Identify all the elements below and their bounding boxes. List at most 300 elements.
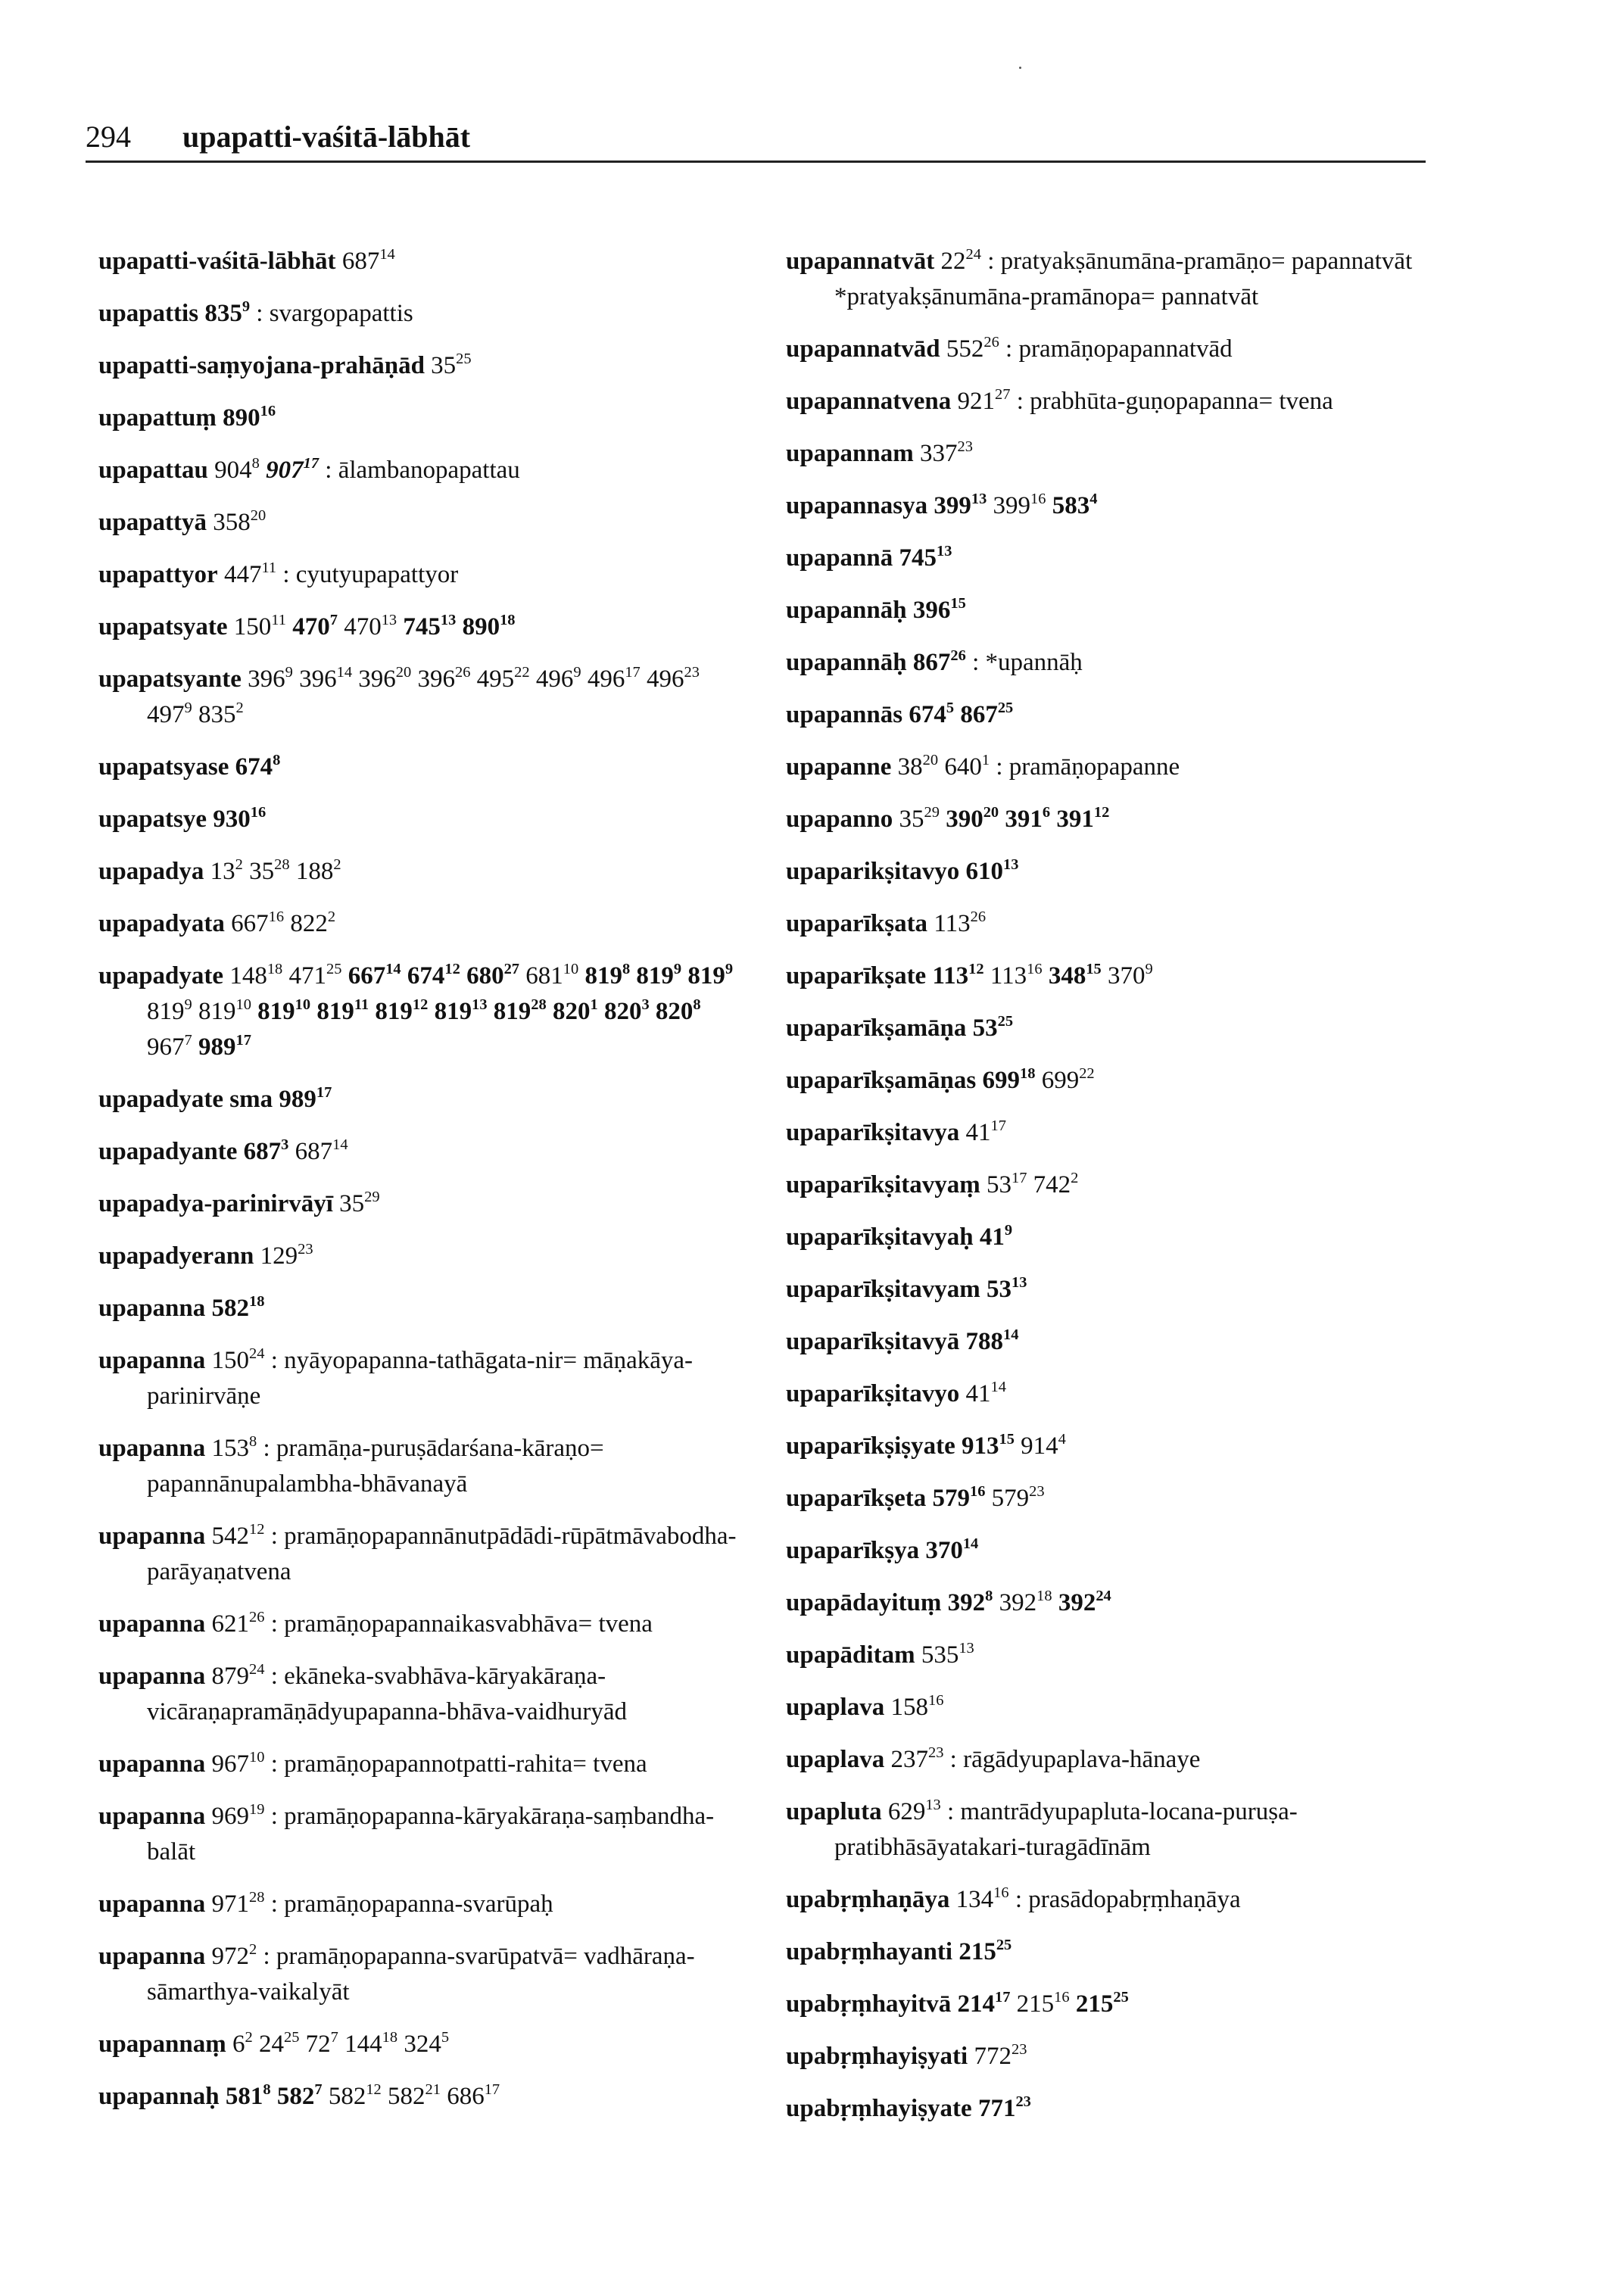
- line-number: 2: [333, 856, 341, 873]
- line-number: 14: [385, 960, 401, 977]
- line-number: 16: [268, 908, 285, 925]
- line-number: 28: [274, 856, 290, 873]
- page-reference: $447^{11}$: [223, 559, 277, 588]
- line-number: 17: [1011, 1169, 1027, 1186]
- page-reference: $640^1$: [944, 751, 990, 781]
- page-reference: $687^3$: [243, 1136, 289, 1165]
- headword: upaparīkṣamāṇas: [786, 1067, 977, 1094]
- page-reference: $681^{10}$: [525, 960, 579, 990]
- scan-speck: [1019, 67, 1021, 69]
- page-reference: $621^{26}$: [211, 1608, 265, 1638]
- line-number: 13: [1011, 1273, 1027, 1291]
- line-number: 23: [927, 1744, 944, 1761]
- index-entry: [98, 1082, 750, 1117]
- headword: upapannāḥ: [786, 649, 907, 676]
- line-number: 3: [641, 996, 650, 1013]
- headword: upabṛṃhayiṣyate: [786, 2095, 972, 2122]
- line-number: 8: [985, 1587, 993, 1604]
- line-number: 23: [298, 1240, 313, 1258]
- line-number: 23: [1029, 1482, 1045, 1500]
- gloss: : pramāṇopapanne: [996, 753, 1180, 781]
- index-entry: [786, 1690, 1437, 1725]
- line-number: 8: [622, 960, 631, 977]
- page-reference: $129^{23}$: [260, 1240, 313, 1270]
- headword: upapadya: [98, 858, 204, 885]
- page-reference: $53^{25}$: [972, 1012, 1014, 1042]
- index-entry: [98, 609, 750, 645]
- line-number: 12: [366, 2080, 382, 2098]
- headword: upaparīkṣitavyo: [786, 1380, 960, 1407]
- page-reference: $470^7$: [292, 611, 338, 641]
- line-number: 28: [249, 1888, 265, 1906]
- headword: upapanna: [98, 1435, 206, 1462]
- index-entry: [786, 1376, 1437, 1412]
- page-reference: $370^9$: [1108, 960, 1153, 990]
- page-reference: $495^{22}$: [476, 663, 530, 693]
- line-number: 7: [314, 2080, 323, 2098]
- page-reference: $348^{15}$: [1048, 960, 1102, 990]
- index-entry: [786, 958, 1437, 994]
- headword: upapadyata: [98, 910, 225, 937]
- line-number: 20: [922, 751, 939, 768]
- line-number: 15: [999, 1430, 1015, 1448]
- headword: upaparīkṣitavya: [786, 1119, 960, 1146]
- page-header: [86, 114, 1426, 161]
- index-entry: [98, 557, 750, 593]
- line-number: 6: [1042, 803, 1051, 821]
- page-reference: $113^{16}$: [990, 960, 1043, 990]
- headword: upapadyerann: [98, 1242, 254, 1270]
- page-reference: $134^{16}$: [955, 1884, 1009, 1913]
- page-reference: $582^{21}$: [388, 2080, 441, 2110]
- page-reference: $610^{13}$: [965, 856, 1019, 885]
- page-reference: $819^9$: [687, 960, 734, 990]
- line-number: 18: [249, 1292, 265, 1310]
- line-number: 13: [381, 611, 397, 628]
- line-number: 13: [440, 611, 457, 628]
- line-number: 16: [969, 1482, 986, 1500]
- gloss: : pramāṇopapanna-svarūpaḥ: [270, 1890, 553, 1918]
- page-reference: $35^{28}$: [249, 856, 290, 885]
- line-number: 14: [990, 1378, 1006, 1395]
- page-reference: $41^{17}$: [965, 1117, 1006, 1146]
- gloss: : ālambanopapattau: [325, 457, 520, 484]
- headword: upaparīkṣya: [786, 1537, 920, 1564]
- index-entry: [786, 854, 1437, 890]
- line-number: 2: [1071, 1169, 1079, 1186]
- page-reference: $358^{20}$: [213, 506, 267, 536]
- index-entry: [786, 541, 1437, 576]
- page-reference: $496^{17}$: [587, 663, 641, 693]
- line-number: 11: [354, 996, 369, 1013]
- headword: upabṛṃhayiṣyati: [786, 2043, 968, 2070]
- line-number: 12: [968, 960, 984, 977]
- index-entry: [786, 1987, 1437, 2022]
- index-entry: [786, 1638, 1437, 1673]
- page-reference: $370^{14}$: [925, 1535, 979, 1564]
- index-entry: [98, 662, 750, 733]
- line-number: 18: [382, 2028, 398, 2046]
- headword: upapatsyante: [98, 665, 242, 693]
- line-number: 4: [1089, 490, 1098, 507]
- headword: upapanna: [98, 1295, 206, 1322]
- headword: upapatti-saṃyojana-prahāṇād: [98, 352, 425, 379]
- index-entry: [98, 1799, 750, 1870]
- line-number: 9: [285, 663, 293, 681]
- line-number: 8: [273, 751, 281, 768]
- headword: upaparīkṣiṣyate: [786, 1432, 955, 1460]
- index-entry: [98, 906, 750, 942]
- gloss: : *upannāḥ: [972, 649, 1083, 676]
- line-number: 11: [271, 611, 286, 628]
- line-number: 27: [503, 960, 519, 977]
- page-reference: $913^{15}$: [961, 1430, 1015, 1460]
- page-reference: $113^{26}$: [934, 908, 987, 937]
- line-number: 12: [444, 960, 460, 977]
- line-number: 16: [927, 1691, 944, 1709]
- line-number: 12: [249, 1520, 265, 1538]
- page-reference: $35^{29}$: [339, 1188, 380, 1217]
- line-number: 15: [1086, 960, 1102, 977]
- page-reference: $579^{16}$: [932, 1482, 986, 1512]
- page-reference: $967^7$: [147, 1031, 192, 1061]
- headword: upaparīkṣata: [786, 910, 928, 937]
- page-reference: $215^{16}$: [1016, 1988, 1070, 2018]
- page-reference: $188^2$: [295, 856, 341, 885]
- headword: upapattau: [98, 457, 208, 484]
- gloss: : rāgādyupaplava-hānaye: [949, 1746, 1201, 1773]
- headword: upapanno: [786, 806, 893, 833]
- line-number: 3: [281, 1136, 289, 1153]
- page-reference: $819^9$: [147, 996, 192, 1025]
- page-reference: $144^{18}$: [344, 2028, 398, 2058]
- index-entry: [98, 750, 750, 785]
- page-reference: $72^7$: [305, 2028, 338, 2058]
- gloss: : mantrādyupapluta-locana-puruṣa-pratibhāsāyatakari-turagādīnām: [834, 1798, 1298, 1861]
- page-reference: $742^2$: [1033, 1169, 1079, 1198]
- index-entry: [786, 1272, 1437, 1308]
- index-entry: [786, 593, 1437, 628]
- line-number: 5: [946, 699, 955, 716]
- line-number: 29: [924, 803, 940, 821]
- page-reference: $582^{18}$: [211, 1292, 265, 1322]
- line-number: 26: [249, 1608, 265, 1625]
- headword: upaparīkṣate: [786, 962, 927, 990]
- index-entry: [786, 645, 1437, 681]
- page-reference: $581^8$: [225, 2080, 271, 2110]
- index-entry: [786, 802, 1437, 837]
- page-reference: $680^{27}$: [466, 960, 519, 990]
- index-entry: [786, 436, 1437, 472]
- index-entry: [786, 1533, 1437, 1569]
- line-number: 8: [693, 996, 701, 1013]
- gloss: : pratyakṣānumāna-pramāṇo= papannatvāt *pratyakṣānumāna-pramānopa= pannatvāt: [834, 248, 1413, 310]
- page-reference: $396^9$: [248, 663, 293, 693]
- line-number: 11: [261, 559, 277, 576]
- page-reference: $324^5$: [404, 2028, 450, 2058]
- line-number: 17: [994, 1988, 1011, 2006]
- line-number: 23: [957, 438, 973, 455]
- line-number: 25: [997, 699, 1014, 716]
- page-reference: $921^{27}$: [957, 385, 1011, 415]
- index-entry: [786, 1324, 1437, 1360]
- page-reference: $930^{16}$: [213, 803, 267, 833]
- line-number: 1: [981, 751, 990, 768]
- headword: upabṛṃhayitvā: [786, 1990, 952, 2018]
- index-entry: [786, 332, 1437, 367]
- index-entry: [786, 2039, 1437, 2074]
- page-reference: $907^{17}$: [266, 454, 320, 484]
- gloss: : pramāṇopapannaikasvabhāva= tvena: [270, 1610, 653, 1638]
- page-reference: $819^{11}$: [316, 996, 369, 1025]
- page-reference: $390^{20}$: [946, 803, 999, 833]
- line-number: 9: [242, 298, 251, 315]
- page-reference: $819^9$: [636, 960, 682, 990]
- index-entry: [98, 1887, 750, 1922]
- index-entry: [786, 1585, 1437, 1621]
- line-number: 8: [249, 1432, 257, 1450]
- page-reference: $771^{23}$: [977, 2093, 1031, 2122]
- page-reference: $496^{23}$: [647, 663, 700, 693]
- line-number: 7: [184, 1031, 192, 1049]
- gloss: : cyutyupapattyor: [282, 561, 459, 588]
- index-entry: [98, 1239, 750, 1274]
- line-number: 14: [332, 1136, 348, 1153]
- gloss: : pramāṇopapanna-kāryakāraṇa-saṃbandha-balāt: [147, 1803, 715, 1865]
- page-reference: $699^{18}$: [982, 1064, 1036, 1094]
- headword: upapattuṃ: [98, 404, 217, 432]
- headword: upapadya-parinirvāyī: [98, 1190, 333, 1217]
- line-number: 25: [283, 2028, 300, 2046]
- index-entry: [786, 488, 1437, 524]
- index-entry: [98, 1431, 750, 1502]
- headword: upapanna: [98, 1943, 206, 1970]
- headword: upapanna: [98, 1347, 206, 1374]
- line-number: 10: [249, 1748, 265, 1766]
- page-reference: $686^{17}$: [447, 2080, 500, 2110]
- index-entry: [786, 697, 1437, 733]
- page-reference: $392^{24}$: [1058, 1587, 1111, 1616]
- gloss: : ekāneka-svabhāva-kāryakāraṇa-vicāraṇapramāṇādyupapanna-bhāva-vaidhuryād: [147, 1663, 628, 1725]
- line-number: 22: [1079, 1064, 1095, 1082]
- page-reference: $396^{14}$: [299, 663, 353, 693]
- line-number: 18: [267, 960, 283, 977]
- headword: upapadyate: [98, 962, 224, 990]
- page-reference: $41^9$: [979, 1221, 1013, 1251]
- headword: upaparīkṣamāṇa: [786, 1015, 967, 1042]
- page-reference: $53^{17}$: [986, 1169, 1027, 1198]
- page-reference: $391^6$: [1005, 803, 1051, 833]
- headword: upaparīkṣitavyam: [786, 1276, 980, 1303]
- line-number: 26: [983, 333, 999, 351]
- headword: upapannaṃ: [98, 2031, 226, 2058]
- line-number: 20: [983, 803, 999, 821]
- line-number: 16: [250, 803, 267, 821]
- line-number: 22: [514, 663, 530, 681]
- headword: upapannasya: [786, 492, 928, 519]
- page-reference: $822^2$: [290, 908, 336, 937]
- index-entry: [98, 453, 750, 488]
- page-reference: $24^{25}$: [258, 2028, 300, 2058]
- headword: upapanna: [98, 1750, 206, 1778]
- page-reference: $772^{23}$: [974, 2040, 1027, 2070]
- headword: upaparīkṣitavyaṃ: [786, 1171, 980, 1198]
- page-reference: $835^9$: [204, 298, 251, 327]
- line-number: 9: [725, 960, 734, 977]
- page-reference: $35^{29}$: [899, 803, 940, 833]
- page-reference: $535^{13}$: [921, 1639, 974, 1669]
- headword: upapadyante: [98, 1138, 238, 1165]
- gloss: : nyāyopapanna-tathāgata-nir= māṇakāya-parinirvāṇe: [147, 1347, 694, 1410]
- page-reference: $879^{24}$: [211, 1660, 265, 1690]
- gloss: : prabhūta-guṇopapanna= tvena: [1016, 388, 1333, 415]
- page-reference: $820^3$: [603, 996, 650, 1025]
- line-number: 14: [962, 1535, 979, 1552]
- line-number: 13: [937, 542, 952, 559]
- page-reference: $396^{20}$: [358, 663, 412, 693]
- headword: upapanna: [98, 1663, 206, 1690]
- page-reference: $470^{13}$: [344, 611, 397, 641]
- line-number: 15: [950, 594, 966, 612]
- page-reference: $41^{14}$: [965, 1378, 1006, 1407]
- page-reference: $399^{16}$: [993, 490, 1046, 519]
- headword: upapluta: [786, 1798, 882, 1825]
- index-entry: [786, 1882, 1437, 1918]
- index-entry: [98, 1519, 750, 1590]
- line-number: 7: [329, 611, 338, 628]
- page-reference: $819^{10}$: [198, 996, 251, 1025]
- page-reference: $214^{17}$: [957, 1988, 1011, 2018]
- index-entry: [98, 505, 750, 541]
- index-entry: [786, 384, 1437, 419]
- index-entry: [98, 802, 750, 837]
- headword: upapattyor: [98, 561, 218, 588]
- line-number: 16: [1030, 490, 1046, 507]
- page-reference: $788^{14}$: [965, 1326, 1019, 1355]
- line-number: 24: [249, 1660, 265, 1678]
- page-reference: $337^{23}$: [920, 438, 973, 467]
- line-number: 17: [316, 1083, 332, 1101]
- page-reference: $819^{12}$: [375, 996, 429, 1025]
- line-number: 25: [456, 350, 472, 367]
- page-reference: $890^{18}$: [462, 611, 516, 641]
- page-reference: $35^{25}$: [431, 350, 472, 379]
- page-reference: $392^8$: [947, 1587, 993, 1616]
- line-number: 26: [970, 908, 987, 925]
- index-entry: [786, 244, 1437, 315]
- headword: upapāditam: [786, 1641, 915, 1669]
- line-number: 18: [500, 611, 516, 628]
- line-number: 27: [995, 385, 1011, 403]
- page-reference: $471^{25}$: [288, 960, 342, 990]
- page-reference: $745^{13}$: [899, 542, 952, 572]
- line-number: 9: [573, 663, 581, 681]
- line-number: 23: [1011, 2040, 1027, 2058]
- page-reference: $972^2$: [211, 1940, 257, 1970]
- line-number: 24: [965, 245, 981, 263]
- page-reference: $629^{13}$: [887, 1796, 941, 1825]
- index-entry: [786, 1429, 1437, 1464]
- page-reference: $820^8$: [655, 996, 701, 1025]
- page-reference: $819^{13}$: [434, 996, 488, 1025]
- headword: upapattyā: [98, 509, 207, 536]
- headword: upapannatvāt: [786, 248, 935, 275]
- headword: upapatsye: [98, 806, 207, 833]
- page-reference: $496^9$: [535, 663, 581, 693]
- page-reference: $396^{15}$: [912, 594, 966, 624]
- headword: upapannaḥ: [98, 2083, 220, 2110]
- index-entry: [786, 1167, 1437, 1203]
- page-reference: $820^1$: [552, 996, 598, 1025]
- line-number: 13: [1002, 856, 1019, 873]
- index-entry: [98, 2079, 750, 2115]
- index-entry: [786, 750, 1437, 785]
- headword: upaparikṣitavyo: [786, 858, 960, 885]
- line-number: 9: [184, 699, 192, 716]
- line-number: 10: [295, 996, 311, 1013]
- page-reference: $687^{14}$: [295, 1136, 348, 1165]
- line-number: 16: [1054, 1988, 1070, 2006]
- headword: upabṛṃhayanti: [786, 1938, 953, 1965]
- gloss: : svargopapattis: [256, 300, 413, 327]
- page-reference: $150^{11}$: [233, 611, 286, 641]
- headword: upaparīkṣitavyaḥ: [786, 1223, 974, 1251]
- headword: upapannatvād: [786, 335, 940, 363]
- headword: upapatti-vaśitā-lābhāt: [98, 248, 336, 275]
- index-entry: [786, 2091, 1437, 2127]
- line-number: 25: [996, 1936, 1012, 1953]
- headword: upapanna: [98, 1890, 206, 1918]
- line-number: 8: [251, 454, 260, 472]
- index-entry: [786, 1794, 1437, 1865]
- page-reference: $6^2$: [232, 2028, 253, 2058]
- page-reference: $969^{19}$: [211, 1800, 265, 1830]
- line-number: 14: [1002, 1326, 1019, 1343]
- page-reference: $237^{23}$: [890, 1744, 944, 1773]
- headword: upaplava: [786, 1746, 885, 1773]
- line-number: 17: [303, 454, 320, 472]
- page-reference: $819^{28}$: [493, 996, 547, 1025]
- page-reference: $582^7$: [276, 2080, 323, 2110]
- index-entry: [786, 1742, 1437, 1778]
- page-reference: $890^{16}$: [223, 402, 276, 432]
- line-number: 29: [364, 1188, 380, 1205]
- headword: upapanne: [786, 753, 892, 781]
- headword: upabṛṃhaṇāya: [786, 1886, 950, 1913]
- line-number: 25: [1113, 1988, 1129, 2006]
- page-reference: $582^{12}$: [328, 2080, 382, 2110]
- page-reference: $971^{28}$: [211, 1888, 265, 1918]
- headword: upapatsyate: [98, 613, 228, 641]
- index-entry: [786, 1063, 1437, 1099]
- line-number: 13: [959, 1639, 974, 1657]
- line-number: 17: [990, 1117, 1006, 1134]
- line-number: 2: [235, 856, 243, 873]
- line-number: 2: [327, 908, 336, 925]
- page-reference: $38^{20}$: [897, 751, 939, 781]
- index-column-left: [98, 244, 750, 2131]
- index-entry: [98, 401, 750, 436]
- line-number: 24: [1096, 1587, 1111, 1604]
- index-entry: [98, 244, 750, 279]
- index-entry: [98, 296, 750, 332]
- page-reference: $667^{14}$: [348, 960, 401, 990]
- line-number: 17: [484, 2080, 500, 2098]
- line-number: 9: [673, 960, 682, 977]
- headword: upapadyate sma: [98, 1086, 273, 1113]
- page-reference: $745^{13}$: [403, 611, 457, 641]
- page-reference: $687^{14}$: [341, 245, 395, 275]
